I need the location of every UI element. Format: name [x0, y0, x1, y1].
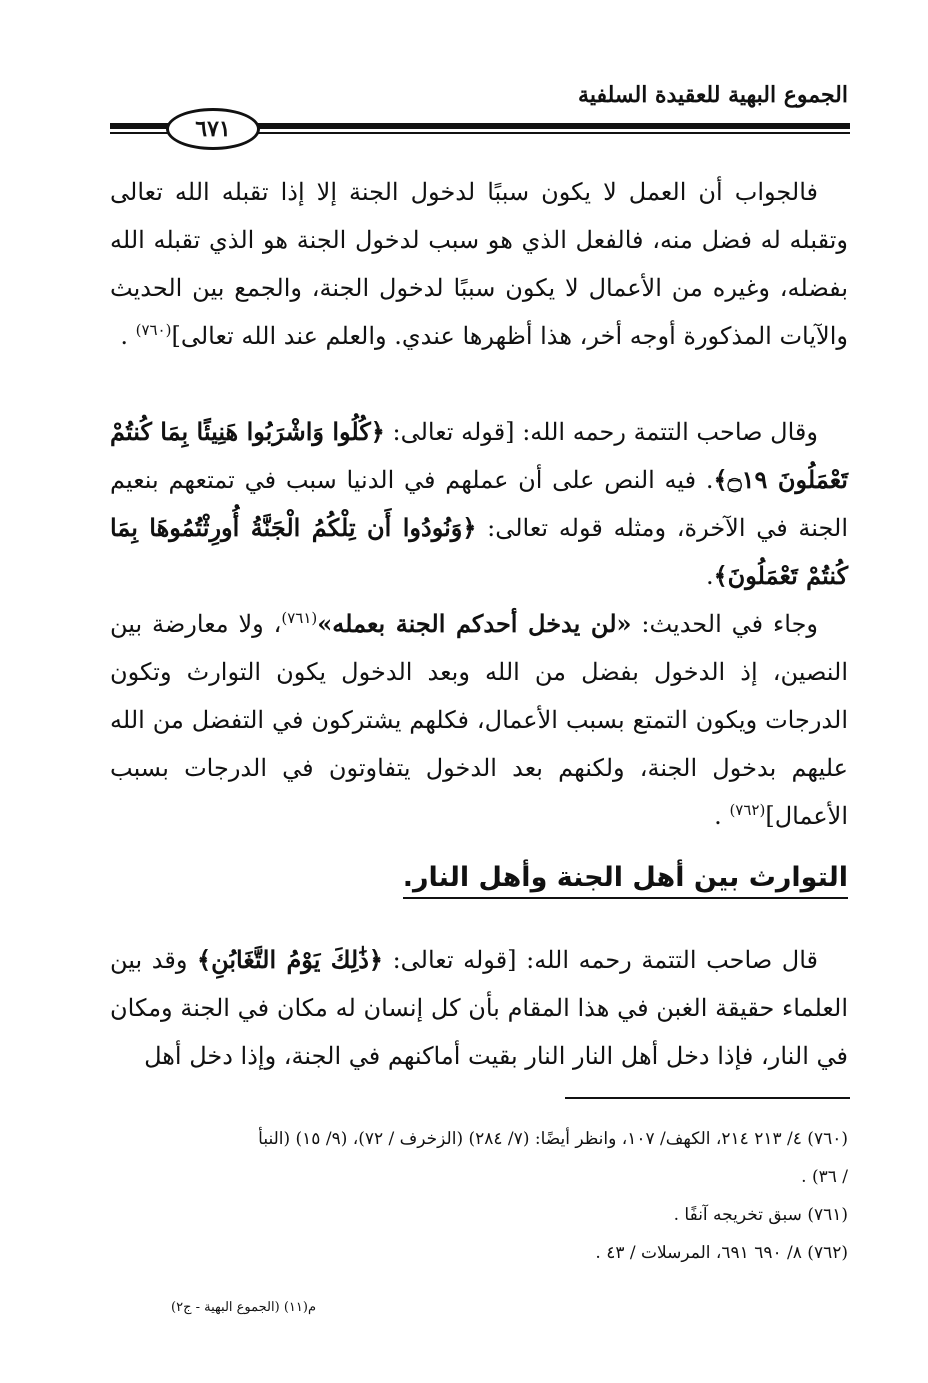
paragraph-1 — [110, 168, 848, 360]
hadith-quote: «لن يدخل أحدكم الجنة بعمله» — [317, 609, 632, 638]
paragraph-4 — [110, 936, 848, 1080]
footnote-762: (٧٦٢) ٨/ ٦٩٠ ٦٩١، المرسلات / ٤٣ . — [595, 1243, 848, 1263]
page-number: ٦٧١ — [166, 108, 260, 150]
footnote-760-line-2: / ٣٦) . — [801, 1167, 848, 1187]
quran-verse-1: ﴿كُلُوا وَاشْرَبُوا هَنِيئًا بِمَا كُنتُمْ تَعْمَلُونَ ۝١٩﴾ — [110, 417, 848, 494]
paragraph-3-text-b: ، ولا معارضة بين النصين، إذ الدخول بفضل من الله وبعد الدخول يكون التوارث وتكون الدرجات ويكون التمتع بسبب الأعمال، فكلهم يشتركون في التفضل من الله عليهم بدخول الجنة، ولكنهم بعد الدخول يتفاوتون في الدرجات بسبب الأعمال] — [110, 610, 848, 830]
quran-verse-3: ﴿ذَٰلِكَ يَوْمُ التَّغَابُنِ﴾ — [197, 945, 383, 974]
footnote-ref-761: (٧٦١) — [281, 609, 318, 627]
paragraph-1-end: . — [120, 322, 136, 350]
paragraph-3-text-c: . — [714, 802, 730, 830]
paragraph-2-text-a: وقال صاحب التتمة رحمه الله: [قوله تعالى: — [384, 418, 818, 446]
paragraph-4-text-a: قال صاحب التتمة رحمه الله: [قوله تعالى: — [382, 946, 819, 974]
footnote-ref-760: (٧٦٠) — [135, 321, 172, 339]
footnote-760-line-1: (٧٦٠) ٤/ ٢١٣ ٢١٤، الكهف/ ١٠٧، وانظر أيضًا: (٧/ ٢٨٤) (الزخرف / ٧٢)، (٩/ ١٥) (النبأ — [258, 1129, 848, 1149]
paragraph-2-text-c: . — [705, 562, 714, 590]
footnote-ref-762: (٧٦٢) — [729, 801, 766, 819]
paragraph-2 — [110, 408, 848, 600]
running-header-title: الجموع البهية للعقيدة السلفية — [578, 82, 848, 108]
footnotes — [108, 1120, 848, 1272]
section-heading: التوارث بين أهل الجنة وأهل النار. — [403, 862, 848, 899]
paragraph-3 — [110, 600, 848, 840]
quran-verse-2: ﴿وَنُودُوا أَن تِلْكُمُ الْجَنَّةُ أُورِثْتُمُوهَا بِمَا كُنتُمْ تَعْمَلُونَ﴾ — [110, 513, 848, 590]
footnote-separator — [565, 1097, 850, 1099]
signature-mark: م(١١) (الجموع البهية - ج٢) — [171, 1300, 316, 1315]
paragraph-3-text-a: وجاء في الحديث: — [631, 610, 818, 638]
footnote-761: (٧٦١) سبق تخريجه آنفًا . — [673, 1205, 848, 1225]
paragraph-4-text-b: وقد بين العلماء حقيقة الغبن في هذا المقام بأن كل إنسان له مكان في الجنة ومكان في النار، فإذا دخل أهل النار النار بقيت أماكنهم في الجنة، وإذا دخل أهل — [110, 946, 848, 1070]
paragraph-1-text: فالجواب أن العمل لا يكون سببًا لدخول الجنة إلا إذا تقبله الله تعالى وتقبله له فضل منه، فالفعل الذي هو سبب لدخول الجنة هو الذي تقبله الله بفضله، وغيره من الأعمال لا يكون سببًا لدخول الجنة، والجمع بين الحديث والآيات المذكورة أوجه أخر، هذا أظهرها عندي. والعلم عند الله تعالى] — [110, 178, 848, 350]
paragraph-2-text-b: . فيه النص على أن عملهم في الدنيا سبب في تمتعهم بنعيم الجنة في الآخرة، ومثله قوله تعالى: — [110, 466, 848, 542]
